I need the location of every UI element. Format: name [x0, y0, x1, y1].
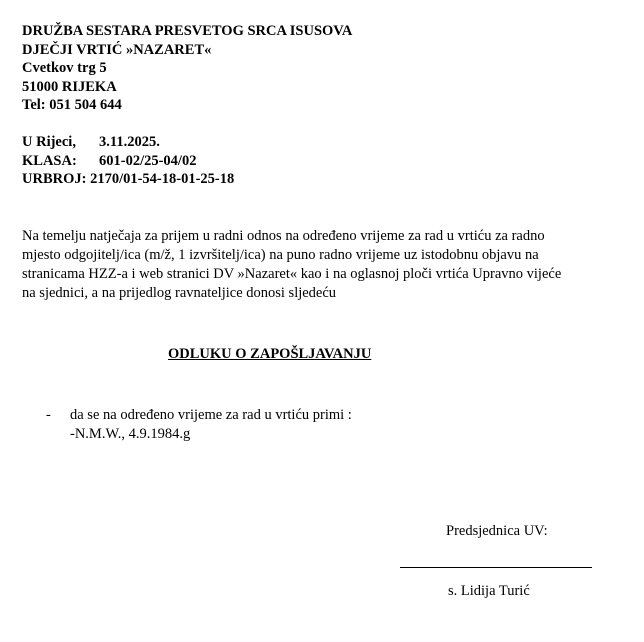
- klasa-label: KLASA:: [22, 152, 77, 169]
- postal-city: 51000 RIJEKA: [22, 78, 117, 95]
- decision-item-line: da se na određeno vrijeme za rad u vrtiću primi :: [70, 407, 352, 423]
- klasa-value: 601-02/25-04/02: [99, 152, 197, 169]
- document-date: 3.11.2025.: [99, 134, 160, 150]
- place-date-line: [22, 133, 234, 152]
- organization-name: DRUŽBA SESTARA PRESVETOG SRCA ISUSOVA: [22, 23, 353, 39]
- kindergarten-name: DJEČJI VRTIĆ »NAZARET«: [22, 41, 212, 58]
- preamble-line: Na temelju natječaja za prijem u radni odnos na određeno vrijeme za rad u vrtiću za radno: [22, 228, 545, 244]
- phone-number: Tel: 051 504 644: [22, 97, 122, 113]
- street-address: Cvetkov trg 5: [22, 60, 107, 76]
- decision-title: ODLUKU O ZAPOŠLJAVANJU: [168, 346, 372, 362]
- signatory-name: s. Lidija Turić: [448, 583, 530, 599]
- decision-item-person: -N.M.W., 4.9.1984.g: [70, 426, 191, 442]
- preamble-line: mjesto odgojitelj/ica (m/ž, 1 izvršitelj/ica) na puno radno vrijeme uz istodobnu objavu na: [22, 247, 539, 263]
- signatory-role: Predsjednica UV:: [446, 523, 548, 539]
- decision-item: [70, 406, 352, 444]
- preamble-line: stranicama HZZ-a i web stranici DV »Nazaret« kao i na oglasnoj ploči vrtića Upravno vijeće: [22, 266, 562, 282]
- signature-line: [400, 567, 592, 568]
- preamble-line: na sjednici, a na prijedlog ravnateljice donosi sljedeću: [22, 285, 337, 301]
- place-label: U Rijeci,: [22, 134, 76, 150]
- list-bullet: -: [46, 407, 51, 423]
- document-meta: [22, 133, 234, 189]
- klasa-line: [22, 152, 234, 171]
- urbroj-line: URBROJ: 2170/01-54-18-01-25-18: [22, 171, 235, 187]
- preamble-paragraph: [22, 227, 612, 303]
- letterhead: [22, 22, 352, 115]
